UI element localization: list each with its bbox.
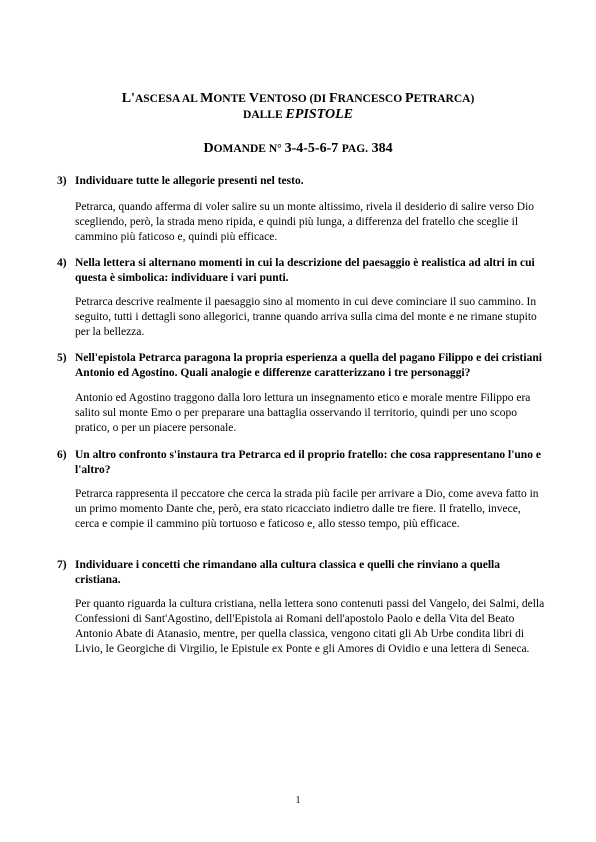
subtitle-part: 384: [368, 141, 393, 156]
title-part: RANCESCO: [337, 93, 406, 105]
question-text: Individuare tutte le allegorie presenti nel testo.: [75, 175, 304, 187]
question-text: Nell'epistola Petrarca paragona la propria esperienza a quella del pagano Filippo e dei cristiani Antonio ed Agostino. Quali analogie e differenze caratterizzano i tre personaggi?: [75, 352, 542, 379]
answer-5: Antonio ed Agostino traggono dalla loro lettura un insegnamento etico e morale mentre Filippo era salito sul monte Emo o per preparare una battaglia osservando il territorio, quindi per uno scopo pratico, o per un piacere personale.: [75, 392, 531, 434]
answer-7: Per quanto riguarda la cultura cristiana, nella lettera sono contenuti passi del Vangelo, dei Salmi, della Confessioni di Sant'Agostino, dell'Epistola ai Romani dell'apostolo Paolo e della Vita del Beato Antonio Abate di Atanasio, mentre, per quella classica, vengono citati gli Ab Urbe condita libri di Livio, le Georgiche di Virgilio, le Epistule ex Ponte e gli Amores di Ovidio e una lettera di Seneca.: [75, 598, 545, 655]
answer-3: Petrarca, quando afferma di voler salire su un monte altissimo, rivela il desiderio di salire verso Dio scegliendo, però, la strada meno ripida, e quindi più lunga, a differenza del fratello che sceglie il cammino più faticoso e, quindi più efficace.: [75, 201, 535, 243]
title-part: F: [329, 91, 338, 106]
subtitle-part: 3-4-5-6-7: [284, 141, 342, 156]
page-subtitle: [0, 140, 596, 158]
title-part: P: [405, 91, 414, 106]
subtitle-part: OMANDE N°: [213, 143, 285, 155]
question-number: 5): [57, 352, 67, 364]
title-part: ETRARCA): [413, 93, 475, 105]
title-part: V: [248, 91, 259, 106]
subtitle-part: PAG.: [341, 143, 369, 155]
subtitle-part: D: [203, 141, 214, 156]
title-part: L': [121, 91, 135, 106]
title-part: M: [200, 91, 214, 106]
title-part: ONTE: [213, 93, 249, 105]
question-number: 4): [57, 257, 67, 269]
title-part: ENTOSO (DI: [258, 93, 330, 105]
question-number: 3): [57, 175, 67, 187]
page-title-line2: [0, 106, 596, 124]
question-number: 6): [57, 449, 67, 461]
answer-4: Petrarca descrive realmente il paesaggio sino al momento in cui deve cominciare il suo cammino. In seguito, tutti i dettagli sono allegorici, tranne quando arriva sulla cima del monte e ne rimane stupito per la bellezza.: [75, 296, 537, 338]
page-number: 1: [295, 795, 301, 806]
title-part: DALLE: [243, 109, 286, 121]
question-text: Individuare i concetti che rimandano alla cultura classica e quelli che rinviano a quella cristiana.: [75, 559, 500, 586]
question-text: Nella lettera si alternano momenti in cui la descrizione del paesaggio è realistica ad altri in cui questa è simbolica: individuare i vari punti.: [75, 257, 535, 284]
question-text: Un altro confronto s'instaura tra Petrarca ed il proprio fratello: che cosa rappresentano l'uno e l'altro?: [75, 449, 541, 476]
answer-6: Petrarca rappresenta il peccatore che cerca la strada più facile per arrivare a Dio, come aveva fatto in un primo momento Dante che, però, era stato ricacciato indietro dalle tre fiere. Il fratello, invece, cerca e compie il cammino più tortuoso e faticoso e, allo stesso tempo, più efficace.: [75, 488, 539, 530]
title-part-italic: EPISTOLE: [285, 107, 353, 122]
title-part: ASCESA AL: [134, 93, 201, 105]
question-number: 7): [57, 559, 67, 571]
